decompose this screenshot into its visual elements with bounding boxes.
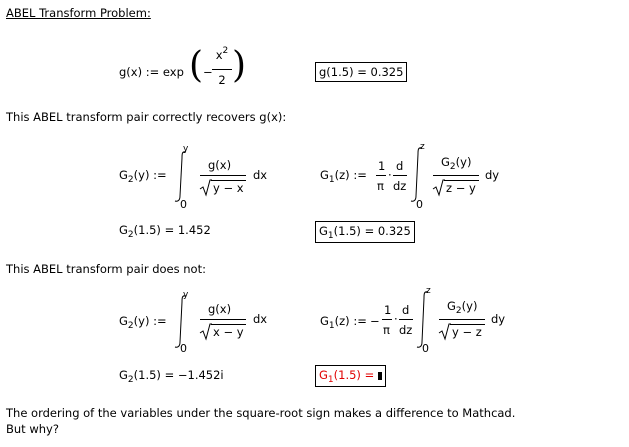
radicand: y − z bbox=[452, 325, 482, 339]
radicand: z − y bbox=[446, 181, 476, 195]
numerator: g(x) bbox=[208, 302, 232, 316]
fraction-bar bbox=[393, 175, 407, 176]
G2-lhs: $G_2(y)$ := bbox=[119, 168, 167, 185]
d-num: d bbox=[396, 159, 404, 173]
fraction-bar bbox=[200, 175, 246, 176]
integral-upper: y bbox=[183, 144, 189, 154]
integral-lower: 0 bbox=[180, 342, 187, 355]
differential: dx bbox=[253, 168, 268, 182]
sqrt-icon bbox=[439, 323, 451, 340]
left-paren: ( bbox=[189, 45, 204, 86]
fraction-bar bbox=[433, 175, 479, 176]
paragraph-correct: This ABEL transform pair correctly recovers g(x): bbox=[6, 110, 287, 124]
dot: · bbox=[388, 168, 392, 182]
minus-sign: − bbox=[203, 65, 213, 79]
fraction-bar bbox=[212, 69, 232, 70]
radicand: x − y bbox=[213, 325, 244, 339]
integral-lower: 0 bbox=[180, 198, 187, 211]
frac-den: 2 bbox=[218, 73, 226, 87]
integral-sign bbox=[410, 146, 424, 204]
fraction-bar bbox=[399, 319, 413, 320]
sqrt-icon bbox=[433, 179, 445, 196]
coef-den: π bbox=[377, 179, 384, 193]
footer-why: But why? bbox=[6, 422, 59, 436]
sqrt-icon bbox=[200, 323, 212, 340]
frac-num-base: x bbox=[215, 48, 223, 62]
g-lhs: g(x) := exp bbox=[119, 65, 184, 79]
integral-lower: 0 bbox=[416, 198, 423, 211]
G1-lhs: $G_1(z)$ := bbox=[320, 168, 367, 185]
integral-sign bbox=[416, 290, 430, 350]
numerator: $G_2(y)$ bbox=[447, 299, 478, 316]
right-paren: ) bbox=[232, 45, 247, 86]
integral-sign bbox=[174, 150, 188, 204]
fraction-bar bbox=[439, 319, 485, 320]
fraction-bar bbox=[382, 319, 392, 320]
d-num: d bbox=[402, 303, 410, 317]
coef-num: 1 bbox=[384, 303, 392, 317]
d-den: dz bbox=[399, 323, 413, 337]
differential: dx bbox=[253, 312, 268, 326]
frac-num-exp: 2 bbox=[222, 46, 229, 56]
page-title: ABEL Transform Problem: bbox=[6, 6, 151, 20]
coef-num: 1 bbox=[378, 159, 386, 173]
numerator: $G_2(y)$ bbox=[441, 155, 472, 172]
G1-eval-box[interactable]: $G_1(1.5) = 0.325$ bbox=[315, 221, 415, 243]
G2-eval[interactable]: $G_2(1.5) = -1.452i$ bbox=[119, 368, 224, 385]
paragraph-incorrect: This ABEL transform pair does not: bbox=[6, 262, 206, 276]
minus-sign: − bbox=[370, 314, 380, 328]
integral-upper: y bbox=[183, 290, 189, 300]
G1-eval-error-box[interactable]: $G_1(1.5)$ = bbox=[315, 365, 386, 387]
fraction-bar bbox=[376, 175, 386, 176]
sqrt-icon bbox=[200, 179, 212, 196]
d-den: dz bbox=[393, 179, 407, 193]
numerator: g(x) bbox=[208, 158, 232, 172]
placeholder-cursor-icon bbox=[378, 372, 382, 380]
integral-upper: z bbox=[426, 286, 431, 296]
g-result: g(1.5) = 0.325 bbox=[319, 65, 404, 79]
G1-lhs: $G_1(z)$ := bbox=[320, 314, 367, 331]
differential: dy bbox=[491, 312, 506, 326]
footer-question: The ordering of the variables under the square-root sign makes a difference to Mathcad. bbox=[6, 406, 516, 420]
coef-den: π bbox=[383, 323, 390, 337]
differential: dy bbox=[485, 168, 500, 182]
g-result-box[interactable] bbox=[315, 62, 407, 82]
G2-eval[interactable]: $G_2(1.5) = 1.452$ bbox=[119, 223, 211, 240]
fraction-bar bbox=[200, 319, 246, 320]
exp-fraction bbox=[210, 46, 234, 87]
integral-lower: 0 bbox=[422, 342, 429, 355]
G2-lhs: $G_2(y)$ := bbox=[119, 314, 167, 331]
integral-upper: z bbox=[420, 142, 425, 152]
radicand: y − x bbox=[213, 181, 244, 195]
dot: · bbox=[394, 312, 398, 326]
